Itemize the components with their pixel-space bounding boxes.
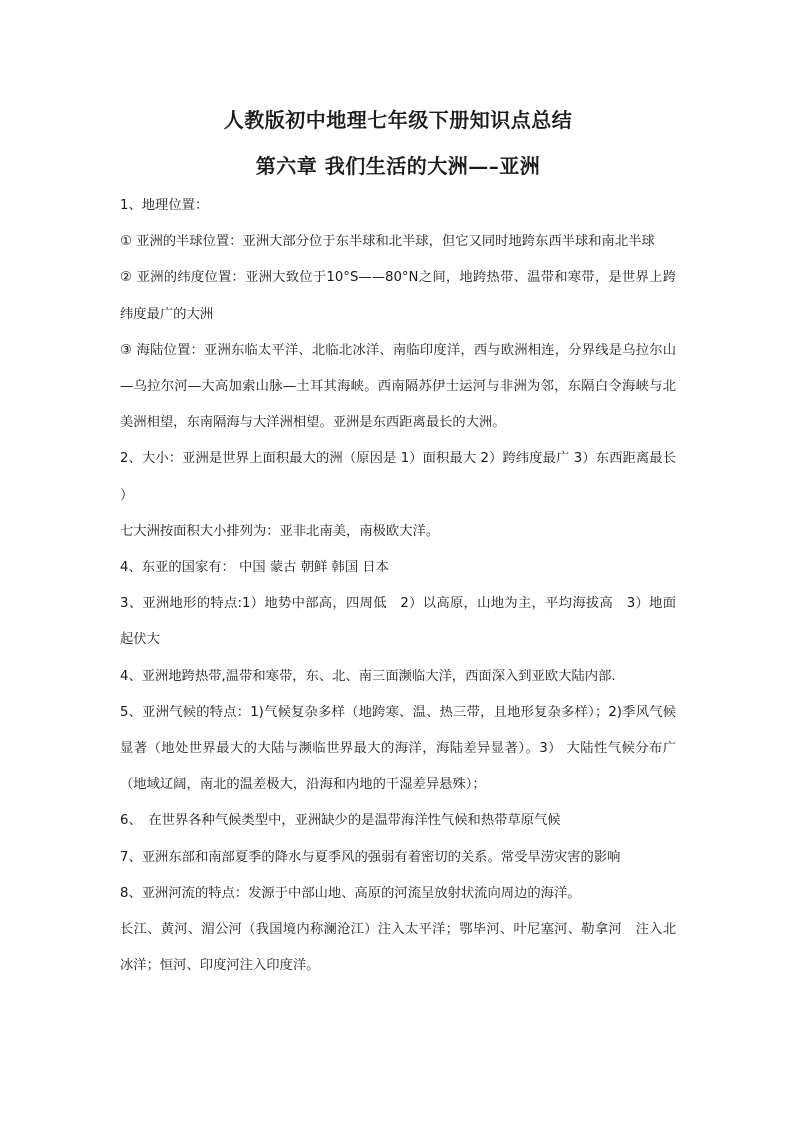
paragraph-continent-order: 七大洲按面积大小排列为：亚非北南美，南极欧大洋。	[120, 523, 440, 539]
paragraph-east-asia-countries: 4、东亚的国家有： 中国 蒙古 朝鲜 韩国 日本	[120, 560, 389, 576]
paragraph-location-heading: 1、地理位置：	[120, 198, 209, 213]
paragraph-latitude-position: ② 亚洲的纬度位置：亚洲大致位于10°S——80°N之间，地跨热带、温带和寒带，是世界上跨纬度最广的大洲	[120, 270, 676, 322]
chapter-title: 第六章 我们生活的大洲—–亚洲	[255, 154, 541, 178]
paragraph-missing-climates: 6、 在世界各种气候类型中，亚洲缺少的是温带海洋性气候和热带草原气候	[120, 813, 561, 829]
paragraph-size: 2、大小：亚洲是世界上面积最大的洲（原因是 1）面积最大 2）跨纬度最广 3）东西距离最长 ）	[120, 451, 676, 503]
paragraph-climate-features: 5、亚洲气候的特点：1)气候复杂多样（地跨寒、温、热三带，且地形复杂多样）；2)季风气候显著（地处世界最大的大陆与濒临世界最大的海洋，海陆差异显著）。3） 大陆性气候分布广（地域辽阔，南北的温差极大，沿海和内地的干湿差异悬殊）；	[120, 704, 676, 793]
paragraph-river-features: 8、亚洲河流的特点：发源于中部山地、高原的河流呈放射状流向周边的海洋。	[120, 885, 581, 901]
paragraph-sea-land-position: ③ 海陆位置：亚洲东临太平洋、北临北冰洋、南临印度洋，西与欧洲相连，分界线是乌拉尔山—乌拉尔河—大高加索山脉—土耳其海峡。西南隔苏伊士运河与非洲为邻，东隔白令海峡与北美洲相望，东南隔海与大洋洲相望。亚洲是东西距离最长的大洲。	[120, 342, 676, 431]
paragraph-terrain: 3、亚洲地形的特点:1）地势中部高，四周低 2）以高原，山地为主，平均海拔高 3）地面起伏大	[120, 596, 676, 648]
document-title: 人教版初中地理七年级下册知识点总结	[223, 108, 573, 132]
paragraph-rivers-list: 长江、黄河、湄公河（我国境内称澜沧江）注入太平洋；鄂毕河、叶尼塞河、勒拿河 注入北冰洋；恒河、印度河注入印度洋。	[120, 922, 676, 974]
paragraph-monsoon-precipitation: 7、亚洲东部和南部夏季的降水与夏季风的强弱有着密切的关系。常受旱涝灾害的影响	[120, 849, 621, 865]
paragraph-climate-zones: 4、亚洲地跨热带,温带和寒带，东、北、南三面濒临大洋，西面深入到亚欧大陆内部.	[120, 668, 616, 684]
document-body	[120, 188, 676, 984]
paragraph-hemisphere-position: ① 亚洲的半球位置：亚洲大部分位于东半球和北半球，但它又同时地跨东西半球和南北半球	[120, 234, 655, 250]
